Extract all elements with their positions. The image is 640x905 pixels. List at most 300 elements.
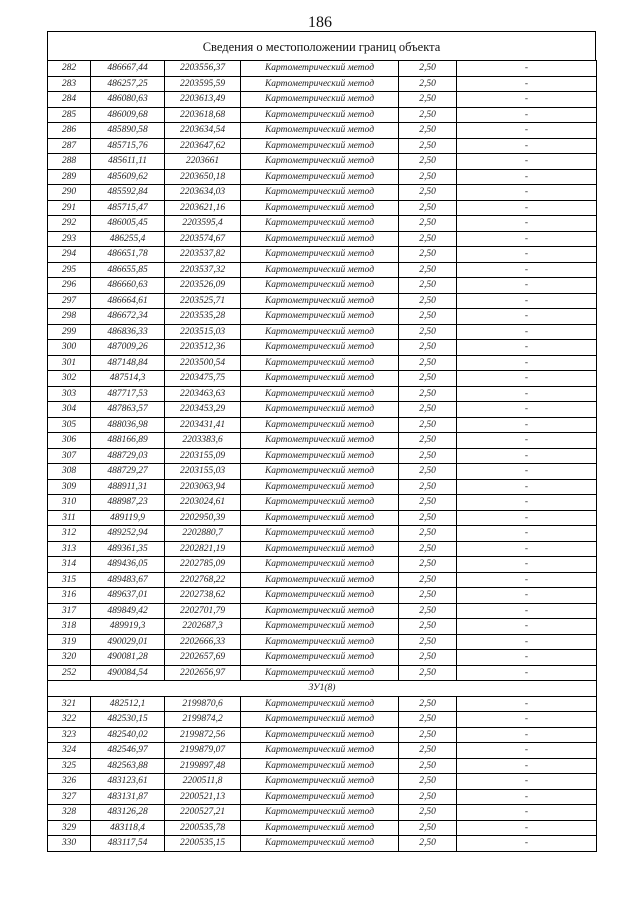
- table-row: [48, 448, 597, 464]
- y-coordinate-cell: 2203526,09: [165, 278, 241, 294]
- method-cell: Картометрический метод: [241, 200, 399, 216]
- x-coordinate-cell: 483117,54: [91, 836, 165, 852]
- note-cell: -: [457, 743, 597, 759]
- point-number-cell: 297: [48, 293, 91, 309]
- method-cell: Картометрический метод: [241, 340, 399, 356]
- method-cell: Картометрический метод: [241, 92, 399, 108]
- method-cell: Картометрический метод: [241, 247, 399, 263]
- x-coordinate-cell: 482530,15: [91, 712, 165, 728]
- note-cell: -: [457, 603, 597, 619]
- y-coordinate-cell: 2203515,03: [165, 324, 241, 340]
- point-number-cell: 292: [48, 216, 91, 232]
- accuracy-cell: 2,50: [399, 696, 457, 712]
- x-coordinate-cell: 486005,45: [91, 216, 165, 232]
- method-cell: Картометрический метод: [241, 541, 399, 557]
- accuracy-cell: 2,50: [399, 154, 457, 170]
- coordinates-table-body: [48, 61, 597, 852]
- y-coordinate-cell: 2203661: [165, 154, 241, 170]
- method-cell: Картометрический метод: [241, 154, 399, 170]
- note-cell: -: [457, 464, 597, 480]
- y-coordinate-cell: 2203535,28: [165, 309, 241, 325]
- method-cell: Картометрический метод: [241, 123, 399, 139]
- x-coordinate-cell: 485715,47: [91, 200, 165, 216]
- note-cell: -: [457, 774, 597, 790]
- y-coordinate-cell: 2203475,75: [165, 371, 241, 387]
- accuracy-cell: 2,50: [399, 324, 457, 340]
- point-number-cell: 308: [48, 464, 91, 480]
- x-coordinate-cell: 482540,02: [91, 727, 165, 743]
- method-cell: Картометрический метод: [241, 727, 399, 743]
- accuracy-cell: 2,50: [399, 479, 457, 495]
- note-cell: -: [457, 588, 597, 604]
- note-cell: -: [457, 526, 597, 542]
- y-coordinate-cell: 2202657,69: [165, 650, 241, 666]
- note-cell: -: [457, 433, 597, 449]
- method-cell: Картометрический метод: [241, 355, 399, 371]
- method-cell: Картометрический метод: [241, 278, 399, 294]
- x-coordinate-cell: 485609,62: [91, 169, 165, 185]
- point-number-cell: 313: [48, 541, 91, 557]
- note-cell: -: [457, 231, 597, 247]
- accuracy-cell: 2,50: [399, 309, 457, 325]
- x-coordinate-cell: 486836,33: [91, 324, 165, 340]
- accuracy-cell: 2,50: [399, 433, 457, 449]
- accuracy-cell: 2,50: [399, 169, 457, 185]
- method-cell: Картометрический метод: [241, 138, 399, 154]
- point-number-cell: 328: [48, 805, 91, 821]
- accuracy-cell: 2,50: [399, 541, 457, 557]
- point-number-cell: 291: [48, 200, 91, 216]
- accuracy-cell: 2,50: [399, 758, 457, 774]
- note-cell: -: [457, 340, 597, 356]
- accuracy-cell: 2,50: [399, 340, 457, 356]
- point-number-cell: 323: [48, 727, 91, 743]
- table-row: [48, 123, 597, 139]
- point-number-cell: 293: [48, 231, 91, 247]
- y-coordinate-cell: 2202880,7: [165, 526, 241, 542]
- method-cell: Картометрический метод: [241, 448, 399, 464]
- point-number-cell: 305: [48, 417, 91, 433]
- point-number-cell: 299: [48, 324, 91, 340]
- accuracy-cell: 2,50: [399, 417, 457, 433]
- x-coordinate-cell: 482563,88: [91, 758, 165, 774]
- accuracy-cell: 2,50: [399, 402, 457, 418]
- table-row: [48, 510, 597, 526]
- coordinates-sheet: [47, 31, 596, 852]
- y-coordinate-cell: 2199874,2: [165, 712, 241, 728]
- accuracy-cell: 2,50: [399, 293, 457, 309]
- table-row: [48, 417, 597, 433]
- x-coordinate-cell: 488911,31: [91, 479, 165, 495]
- method-cell: Картометрический метод: [241, 557, 399, 573]
- y-coordinate-cell: 2202768,22: [165, 572, 241, 588]
- accuracy-cell: 2,50: [399, 495, 457, 511]
- point-number-cell: 325: [48, 758, 91, 774]
- y-coordinate-cell: 2203525,71: [165, 293, 241, 309]
- point-number-cell: 301: [48, 355, 91, 371]
- y-coordinate-cell: 2199879,07: [165, 743, 241, 759]
- table-row: [48, 433, 597, 449]
- x-coordinate-cell: 483123,61: [91, 774, 165, 790]
- method-cell: Картометрический метод: [241, 293, 399, 309]
- x-coordinate-cell: 485715,76: [91, 138, 165, 154]
- y-coordinate-cell: 2203155,03: [165, 464, 241, 480]
- accuracy-cell: 2,50: [399, 634, 457, 650]
- note-cell: -: [457, 448, 597, 464]
- point-number-cell: 321: [48, 696, 91, 712]
- y-coordinate-cell: 2202785,09: [165, 557, 241, 573]
- table-title: Сведения о местоположении границ объекта: [47, 31, 596, 61]
- y-coordinate-cell: 2203647,62: [165, 138, 241, 154]
- note-cell: -: [457, 820, 597, 836]
- note-cell: -: [457, 278, 597, 294]
- x-coordinate-cell: 489637,01: [91, 588, 165, 604]
- note-cell: -: [457, 789, 597, 805]
- table-row: [48, 169, 597, 185]
- y-coordinate-cell: 2203621,16: [165, 200, 241, 216]
- x-coordinate-cell: 485611,11: [91, 154, 165, 170]
- x-coordinate-cell: 489119,9: [91, 510, 165, 526]
- x-coordinate-cell: 487717,53: [91, 386, 165, 402]
- accuracy-cell: 2,50: [399, 138, 457, 154]
- note-cell: -: [457, 123, 597, 139]
- x-coordinate-cell: 482512,1: [91, 696, 165, 712]
- y-coordinate-cell: 2203512,36: [165, 340, 241, 356]
- x-coordinate-cell: 486009,68: [91, 107, 165, 123]
- method-cell: Картометрический метод: [241, 743, 399, 759]
- x-coordinate-cell: 487514,3: [91, 371, 165, 387]
- point-number-cell: 306: [48, 433, 91, 449]
- method-cell: Картометрический метод: [241, 603, 399, 619]
- table-row: [48, 107, 597, 123]
- y-coordinate-cell: 2203613,49: [165, 92, 241, 108]
- accuracy-cell: 2,50: [399, 526, 457, 542]
- method-cell: Картометрический метод: [241, 495, 399, 511]
- y-coordinate-cell: 2202950,39: [165, 510, 241, 526]
- accuracy-cell: 2,50: [399, 619, 457, 635]
- point-number-cell: 298: [48, 309, 91, 325]
- y-coordinate-cell: 2200527,21: [165, 805, 241, 821]
- method-cell: Картометрический метод: [241, 758, 399, 774]
- method-cell: Картометрический метод: [241, 665, 399, 681]
- y-coordinate-cell: 2202821,19: [165, 541, 241, 557]
- x-coordinate-cell: 486664,61: [91, 293, 165, 309]
- table-row: [48, 278, 597, 294]
- method-cell: Картометрический метод: [241, 712, 399, 728]
- point-number-cell: 252: [48, 665, 91, 681]
- point-number-cell: 327: [48, 789, 91, 805]
- accuracy-cell: 2,50: [399, 278, 457, 294]
- y-coordinate-cell: 2202666,33: [165, 634, 241, 650]
- accuracy-cell: 2,50: [399, 727, 457, 743]
- accuracy-cell: 2,50: [399, 820, 457, 836]
- note-cell: -: [457, 247, 597, 263]
- note-cell: -: [457, 572, 597, 588]
- y-coordinate-cell: 2203453,29: [165, 402, 241, 418]
- table-row: [48, 138, 597, 154]
- coordinates-table: [47, 60, 597, 852]
- table-row: [48, 758, 597, 774]
- method-cell: Картометрический метод: [241, 588, 399, 604]
- point-number-cell: 315: [48, 572, 91, 588]
- note-cell: -: [457, 138, 597, 154]
- table-row: [48, 154, 597, 170]
- method-cell: Картометрический метод: [241, 650, 399, 666]
- table-row: [48, 402, 597, 418]
- x-coordinate-cell: 487863,57: [91, 402, 165, 418]
- x-coordinate-cell: 489483,67: [91, 572, 165, 588]
- accuracy-cell: 2,50: [399, 588, 457, 604]
- x-coordinate-cell: 483126,28: [91, 805, 165, 821]
- point-number-cell: 286: [48, 123, 91, 139]
- x-coordinate-cell: 487148,84: [91, 355, 165, 371]
- point-number-cell: 318: [48, 619, 91, 635]
- table-row: [48, 557, 597, 573]
- table-row: [48, 185, 597, 201]
- y-coordinate-cell: 2203431,41: [165, 417, 241, 433]
- note-cell: -: [457, 557, 597, 573]
- x-coordinate-cell: 488166,89: [91, 433, 165, 449]
- point-number-cell: 282: [48, 61, 91, 77]
- table-row: [48, 588, 597, 604]
- x-coordinate-cell: 489252,94: [91, 526, 165, 542]
- x-coordinate-cell: 489849,42: [91, 603, 165, 619]
- accuracy-cell: 2,50: [399, 61, 457, 77]
- y-coordinate-cell: 2203634,54: [165, 123, 241, 139]
- point-number-cell: 316: [48, 588, 91, 604]
- table-row: [48, 216, 597, 232]
- y-coordinate-cell: 2203155,09: [165, 448, 241, 464]
- note-cell: -: [457, 61, 597, 77]
- table-row: [48, 293, 597, 309]
- point-number-cell: 309: [48, 479, 91, 495]
- x-coordinate-cell: 482546,97: [91, 743, 165, 759]
- note-cell: -: [457, 665, 597, 681]
- method-cell: Картометрический метод: [241, 479, 399, 495]
- table-row: [48, 603, 597, 619]
- y-coordinate-cell: 2203063,94: [165, 479, 241, 495]
- accuracy-cell: 2,50: [399, 92, 457, 108]
- accuracy-cell: 2,50: [399, 743, 457, 759]
- point-number-cell: 290: [48, 185, 91, 201]
- table-row: [48, 712, 597, 728]
- note-cell: -: [457, 154, 597, 170]
- table-row: [48, 743, 597, 759]
- point-number-cell: 294: [48, 247, 91, 263]
- table-row: [48, 820, 597, 836]
- accuracy-cell: 2,50: [399, 107, 457, 123]
- y-coordinate-cell: 2203618,68: [165, 107, 241, 123]
- point-number-cell: 288: [48, 154, 91, 170]
- method-cell: Картометрический метод: [241, 820, 399, 836]
- accuracy-cell: 2,50: [399, 247, 457, 263]
- table-row: [48, 805, 597, 821]
- table-row: [48, 61, 597, 77]
- accuracy-cell: 2,50: [399, 386, 457, 402]
- table-row: [48, 340, 597, 356]
- x-coordinate-cell: 490029,01: [91, 634, 165, 650]
- method-cell: Картометрический метод: [241, 634, 399, 650]
- method-cell: Картометрический метод: [241, 696, 399, 712]
- x-coordinate-cell: 487009,26: [91, 340, 165, 356]
- y-coordinate-cell: 2200521,13: [165, 789, 241, 805]
- x-coordinate-cell: 490081,28: [91, 650, 165, 666]
- section-row: [48, 681, 597, 697]
- method-cell: Картометрический метод: [241, 324, 399, 340]
- y-coordinate-cell: 2203463,63: [165, 386, 241, 402]
- y-coordinate-cell: 2199872,56: [165, 727, 241, 743]
- x-coordinate-cell: 488987,23: [91, 495, 165, 511]
- method-cell: Картометрический метод: [241, 76, 399, 92]
- note-cell: -: [457, 650, 597, 666]
- accuracy-cell: 2,50: [399, 650, 457, 666]
- method-cell: Картометрический метод: [241, 402, 399, 418]
- x-coordinate-cell: 486655,85: [91, 262, 165, 278]
- method-cell: Картометрический метод: [241, 61, 399, 77]
- note-cell: -: [457, 712, 597, 728]
- table-row: [48, 650, 597, 666]
- x-coordinate-cell: 488729,03: [91, 448, 165, 464]
- x-coordinate-cell: 486660,63: [91, 278, 165, 294]
- table-row: [48, 619, 597, 635]
- accuracy-cell: 2,50: [399, 557, 457, 573]
- note-cell: -: [457, 417, 597, 433]
- method-cell: Картометрический метод: [241, 572, 399, 588]
- method-cell: Картометрический метод: [241, 433, 399, 449]
- point-number-cell: 320: [48, 650, 91, 666]
- note-cell: -: [457, 696, 597, 712]
- point-number-cell: 307: [48, 448, 91, 464]
- y-coordinate-cell: 2203595,4: [165, 216, 241, 232]
- note-cell: -: [457, 805, 597, 821]
- table-row: [48, 727, 597, 743]
- method-cell: Картометрический метод: [241, 836, 399, 852]
- y-coordinate-cell: 2203650,18: [165, 169, 241, 185]
- y-coordinate-cell: 2202687,3: [165, 619, 241, 635]
- accuracy-cell: 2,50: [399, 789, 457, 805]
- note-cell: -: [457, 619, 597, 635]
- note-cell: -: [457, 200, 597, 216]
- point-number-cell: 322: [48, 712, 91, 728]
- point-number-cell: 296: [48, 278, 91, 294]
- note-cell: -: [457, 634, 597, 650]
- x-coordinate-cell: 488729,27: [91, 464, 165, 480]
- y-coordinate-cell: 2203574,67: [165, 231, 241, 247]
- accuracy-cell: 2,50: [399, 371, 457, 387]
- point-number-cell: 324: [48, 743, 91, 759]
- point-number-cell: 289: [48, 169, 91, 185]
- note-cell: -: [457, 510, 597, 526]
- x-coordinate-cell: 486257,25: [91, 76, 165, 92]
- accuracy-cell: 2,50: [399, 123, 457, 139]
- y-coordinate-cell: 2199897,48: [165, 758, 241, 774]
- table-row: [48, 309, 597, 325]
- note-cell: -: [457, 758, 597, 774]
- table-row: [48, 386, 597, 402]
- y-coordinate-cell: 2203537,82: [165, 247, 241, 263]
- table-row: [48, 526, 597, 542]
- accuracy-cell: 2,50: [399, 603, 457, 619]
- accuracy-cell: 2,50: [399, 665, 457, 681]
- y-coordinate-cell: 2203595,59: [165, 76, 241, 92]
- table-row: [48, 479, 597, 495]
- method-cell: Картометрический метод: [241, 526, 399, 542]
- point-number-cell: 317: [48, 603, 91, 619]
- y-coordinate-cell: 2202738,62: [165, 588, 241, 604]
- table-row: [48, 371, 597, 387]
- note-cell: -: [457, 324, 597, 340]
- accuracy-cell: 2,50: [399, 76, 457, 92]
- table-row: [48, 495, 597, 511]
- accuracy-cell: 2,50: [399, 200, 457, 216]
- y-coordinate-cell: 2200535,15: [165, 836, 241, 852]
- point-number-cell: 330: [48, 836, 91, 852]
- y-coordinate-cell: 2203556,37: [165, 61, 241, 77]
- method-cell: Картометрический метод: [241, 107, 399, 123]
- table-row: [48, 324, 597, 340]
- point-number-cell: 287: [48, 138, 91, 154]
- y-coordinate-cell: 2202701,79: [165, 603, 241, 619]
- x-coordinate-cell: 490084,54: [91, 665, 165, 681]
- method-cell: Картометрический метод: [241, 464, 399, 480]
- x-coordinate-cell: 489919,3: [91, 619, 165, 635]
- point-number-cell: 312: [48, 526, 91, 542]
- point-number-cell: 314: [48, 557, 91, 573]
- note-cell: -: [457, 185, 597, 201]
- accuracy-cell: 2,50: [399, 448, 457, 464]
- method-cell: Картометрический метод: [241, 309, 399, 325]
- note-cell: -: [457, 76, 597, 92]
- method-cell: Картометрический метод: [241, 619, 399, 635]
- point-number-cell: 319: [48, 634, 91, 650]
- accuracy-cell: 2,50: [399, 805, 457, 821]
- accuracy-cell: 2,50: [399, 510, 457, 526]
- point-number-cell: 310: [48, 495, 91, 511]
- y-coordinate-cell: 2200511,8: [165, 774, 241, 790]
- method-cell: Картометрический метод: [241, 371, 399, 387]
- accuracy-cell: 2,50: [399, 712, 457, 728]
- y-coordinate-cell: 2200535,78: [165, 820, 241, 836]
- table-row: [48, 836, 597, 852]
- y-coordinate-cell: 2203024,61: [165, 495, 241, 511]
- section-label: ЗУ1(8): [48, 681, 597, 697]
- method-cell: Картометрический метод: [241, 262, 399, 278]
- table-row: [48, 262, 597, 278]
- table-row: [48, 541, 597, 557]
- table-row: [48, 355, 597, 371]
- x-coordinate-cell: 486080,63: [91, 92, 165, 108]
- y-coordinate-cell: 2203537,32: [165, 262, 241, 278]
- note-cell: -: [457, 495, 597, 511]
- point-number-cell: 284: [48, 92, 91, 108]
- point-number-cell: 283: [48, 76, 91, 92]
- method-cell: Картометрический метод: [241, 510, 399, 526]
- table-row: [48, 634, 597, 650]
- accuracy-cell: 2,50: [399, 836, 457, 852]
- table-row: [48, 789, 597, 805]
- accuracy-cell: 2,50: [399, 774, 457, 790]
- point-number-cell: 285: [48, 107, 91, 123]
- accuracy-cell: 2,50: [399, 262, 457, 278]
- table-row: [48, 247, 597, 263]
- point-number-cell: 295: [48, 262, 91, 278]
- x-coordinate-cell: 486255,4: [91, 231, 165, 247]
- y-coordinate-cell: 2202656,97: [165, 665, 241, 681]
- method-cell: Картометрический метод: [241, 774, 399, 790]
- note-cell: -: [457, 309, 597, 325]
- x-coordinate-cell: 483131,87: [91, 789, 165, 805]
- y-coordinate-cell: 2199870,6: [165, 696, 241, 712]
